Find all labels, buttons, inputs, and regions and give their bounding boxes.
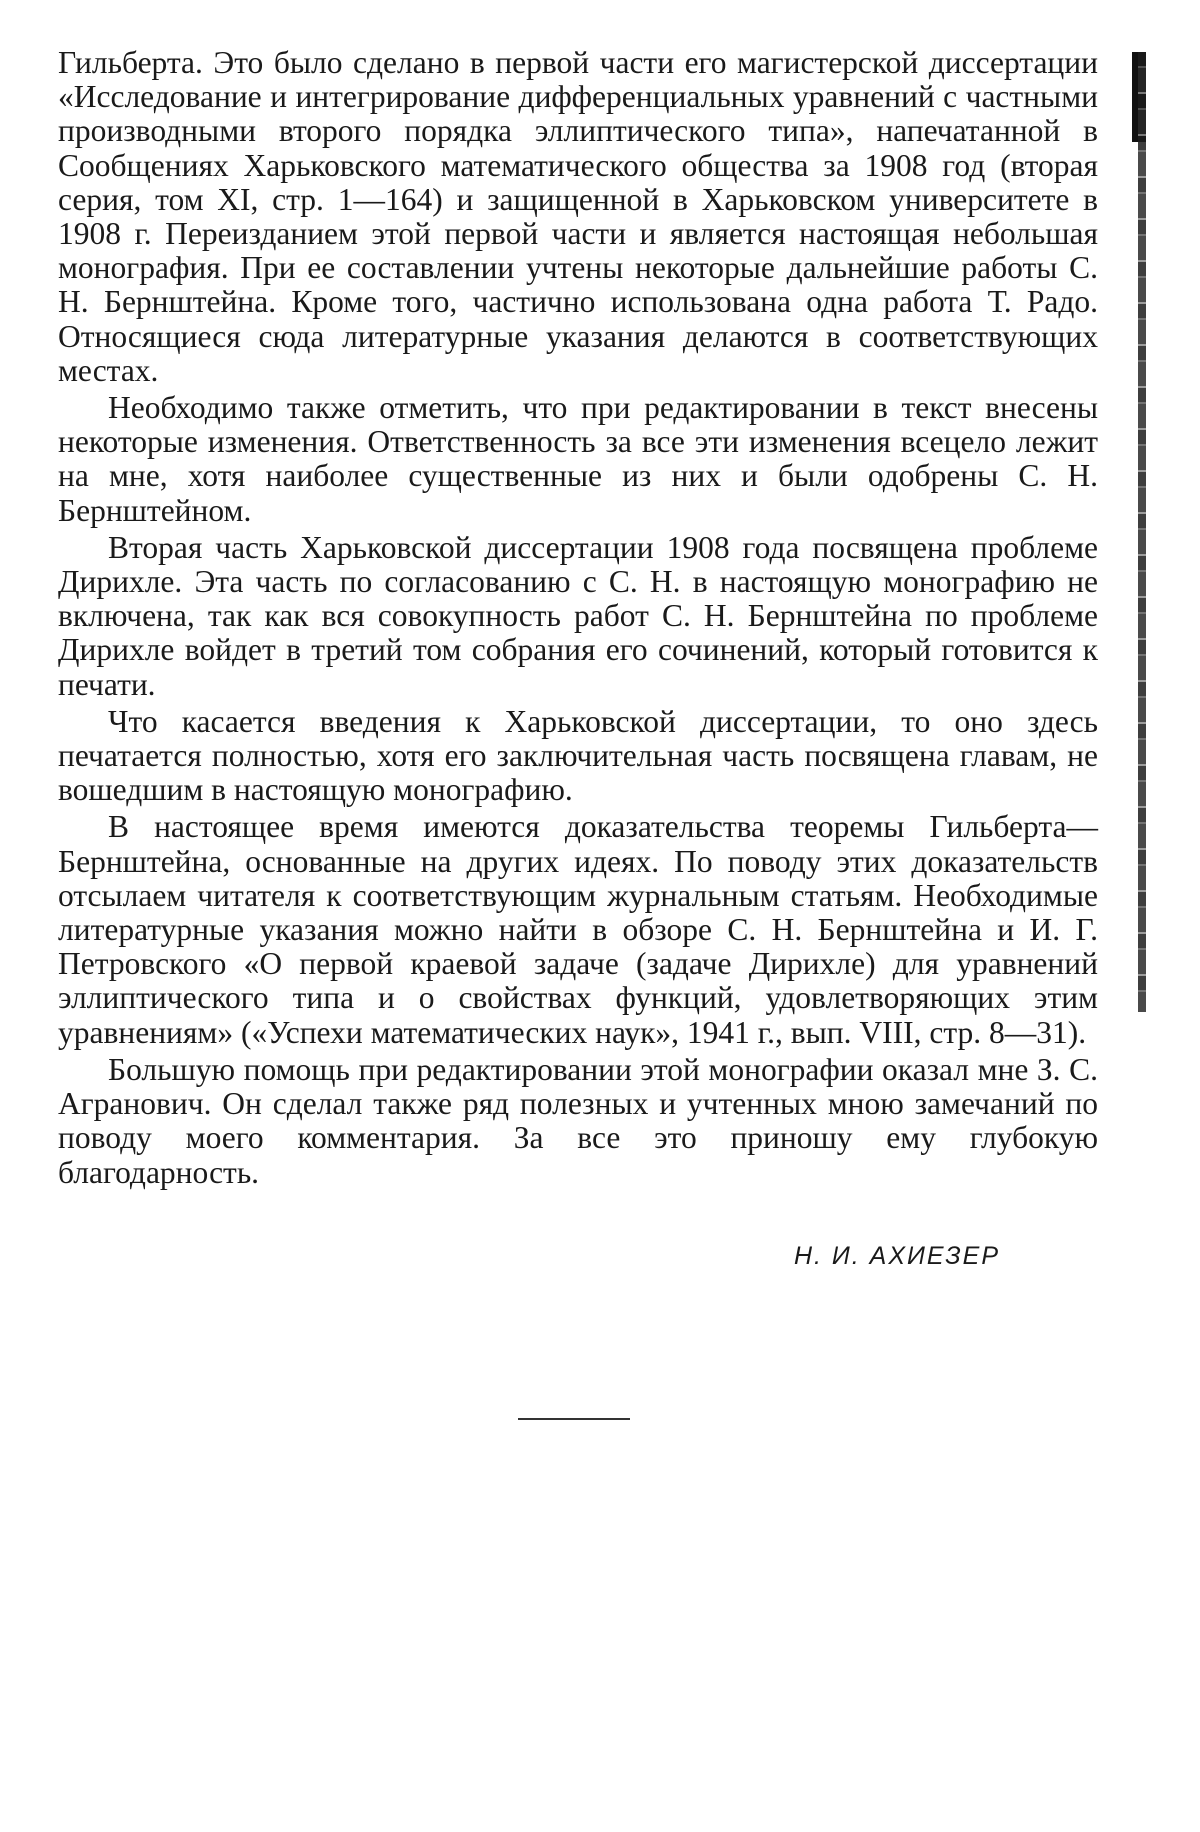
scan-edge-mark: [1138, 52, 1146, 1012]
paragraph-acknowledgement: Большую помощь при редактировании этой монографии оказал мне З. С. Агранович. Он сделал также ряд полезных и учтенных мною замечаний по поводу моего комментария. За все это приношу ему глубокую благодарность.: [58, 1051, 1098, 1190]
paragraph-editing-changes: Необходимо также отметить, что при редактировании в текст внесены некоторые изменения. Ответственность за все эти изменения всецело лежит на мне, хотя наиболее существенные из них и были одобрены С. Н. Бернштейном.: [58, 390, 1098, 528]
author-signature: Н. И. АХИЕЗЕР: [793, 1242, 1000, 1270]
end-divider: [518, 1418, 630, 1420]
document-body: [58, 46, 1098, 1190]
paragraph-introduction: Что касается введения к Харьковской диссертации, то оно здесь печатается полностью, хотя его заключительная часть посвящена главам, не вошедшим в настоящую монографию.: [58, 703, 1098, 808]
paragraph-other-proofs: В настоящее время имеются доказательства теоремы Гильберта—Бернштейна, основанные на других идеях. По поводу этих доказательств отсылаем читателя к соответствующим журнальным статьям. Необходимые литературные указания можно найти в обзоре С. Н. Бернштейна и И. Г. Петровского «О первой краевой задаче (задаче Дирихле) для уравнений эллиптического типа и о свойствах функций, удовлетворяющих этим уравнениям» («Успехи математических наук», 1941 г., вып. VIII, стр. 8—31).: [58, 809, 1098, 1050]
paragraph-continued: Гильберта. Это было сделано в первой части его магистерской диссертации «Исследование и интегрирование дифференциальных уравнений с частными производными второго порядка эллиптического типа», напечатанной в Сообщениях Харьковского математического общества за 1908 год (вторая серия, том XI, стр. 1—164) и защищенной в Харьковском университете в 1908 г. Переизданием этой первой части и является настоящая небольшая монография. При ее составлении учтены некоторые дальнейшие работы С. Н. Бернштейна. Кроме того, частично использована одна работа Т. Радо. Относящиеся сюда литературные указания делаются в соответствующих местах.: [58, 45, 1098, 388]
paragraph-second-part: Вторая часть Харьковской диссертации 1908 года посвящена проблеме Дирихле. Эта часть по согласованию с С. Н. в настоящую монографию не включена, так как вся совокупность работ С. Н. Бернштейна по проблеме Дирихле войдет в третий том собрания его сочинений, который готовится к печати.: [58, 529, 1098, 702]
